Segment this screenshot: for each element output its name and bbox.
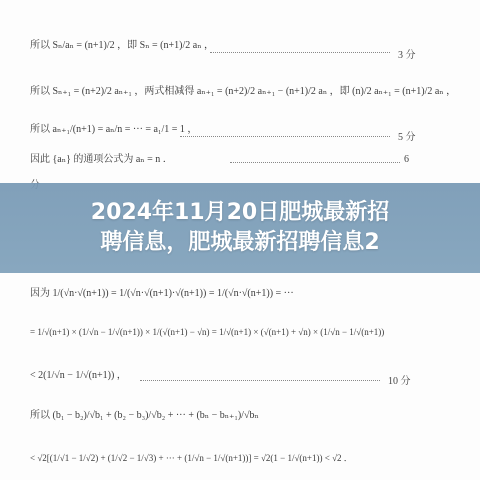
- solution-line-4: [30, 154, 173, 166]
- score-mark: 6: [404, 154, 409, 165]
- solution-line-7: [30, 326, 384, 338]
- score-mark: 10 分: [388, 376, 411, 387]
- solution-line-1: [30, 40, 214, 52]
- dotted-leader: [210, 52, 390, 53]
- dotted-leader: [180, 136, 390, 137]
- line-text: 因为 1/(√n·√(n+1)) = 1/(√n·√(n+1)·√(n+1)) = 1/(√n·√(n+1)) = ···: [30, 288, 294, 299]
- line-text: 所以 Sₙ/aₙ = (n+1)/2 ，即 Sₙ = (n+1)/2 aₙ ，: [30, 40, 215, 51]
- banner-title-line-2: 聘信息，肥城最新招聘信息2: [100, 230, 380, 255]
- line-text: 所以 aₙ₊₁/(n+1) = aₙ/n = ··· = a₁/1 = 1 ，: [30, 124, 198, 135]
- line-text: = 1/√(n+1) × (1/√n − 1/√(n+1)) × 1/(√(n+1) − √n) = 1/√(n+1) × (√(n+1) + √n) × (1/√n − 1/√(n+1)): [30, 327, 385, 337]
- dotted-leader: [140, 380, 380, 381]
- solution-line-3: [30, 124, 197, 136]
- score-mark: 5 分: [398, 132, 416, 143]
- line-text: < √2[(1/√1 − 1/√2) + (1/√2 − 1/√3) + ··· + (1/√n − 1/√(n+1))] = √2(1 − 1/√(n+1)) < √2 ．: [30, 453, 353, 463]
- line-text: 因此 {aₙ} 的通项公式为 aₙ = n ．: [30, 154, 173, 165]
- banner-title-line-1: 2024年11月20日肥城最新招: [90, 200, 390, 225]
- line-text: 所以 (b₁ − b₂)/√b₁ + (b₂ − b₃)/√b₂ + ··· + (bₙ − bₙ₊₁)/√bₙ: [30, 410, 259, 421]
- dotted-leader: [230, 162, 400, 163]
- solution-line-6: [30, 288, 294, 300]
- line-text: 所以 Sₙ₊₁ = (n+2)/2 aₙ₊₁ ，两式相减得 aₙ₊₁ = (n+2)/2 aₙ₊₁ − (n+1)/2 aₙ ，即 (n)/2 aₙ₊₁ = (n+1)/2 aₙ ，: [30, 86, 457, 97]
- line-text: < 2(1/√n − 1/√(n+1)) ，: [30, 370, 127, 381]
- score-mark: 3 分: [398, 50, 416, 61]
- solution-line-9: [30, 410, 259, 422]
- solution-line-2: [30, 86, 456, 98]
- title-banner: [0, 183, 480, 273]
- solution-line-8: [30, 370, 127, 382]
- solution-line-10: [30, 452, 353, 464]
